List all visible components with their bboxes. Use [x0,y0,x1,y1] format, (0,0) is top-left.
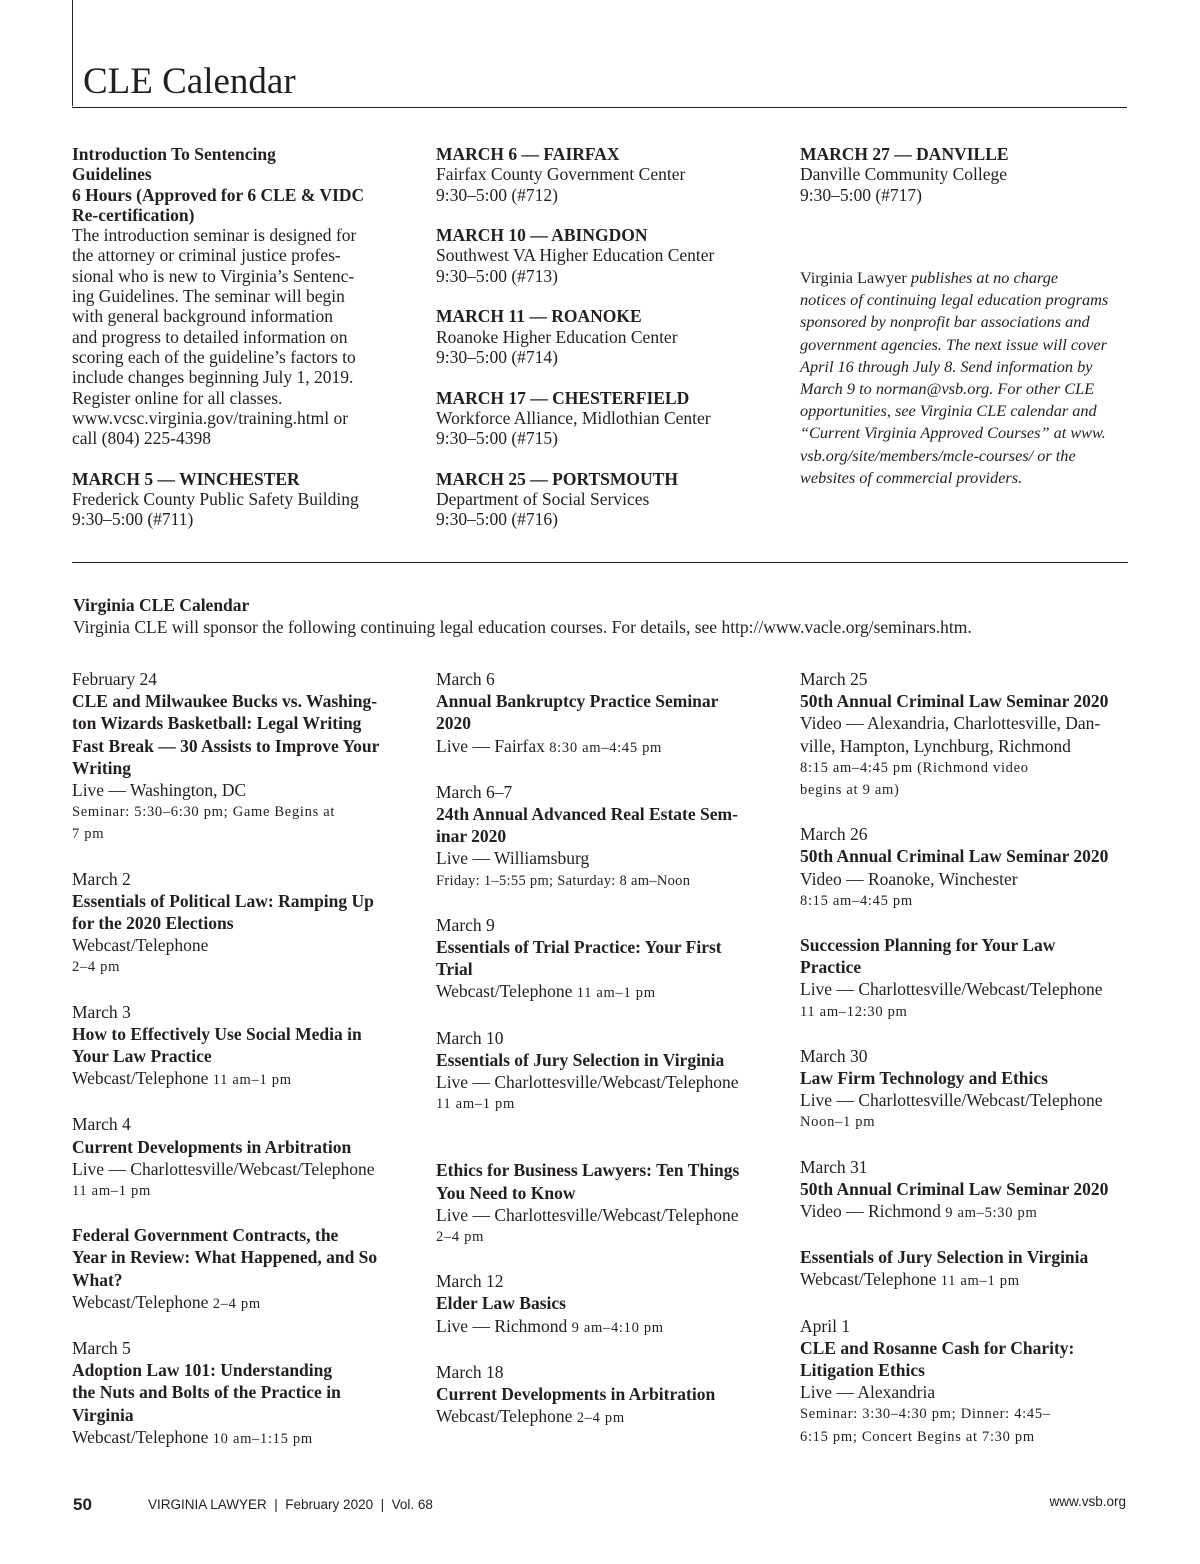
course-location: Video — Alexandria, Charlottesville, Dan- [800,713,1101,734]
course-date: March 9 [436,914,495,935]
course-title: Litigation Ethics [800,1360,925,1381]
session-place: Fairfax County Government Center [436,164,686,185]
sentencing-description [72,225,402,448]
course-entry [436,1027,768,1116]
course-time: 11 am–1 pm [212,1072,292,1089]
description-line: the attorney or criminal justice profes- [72,245,341,266]
course-time: Noon–1 pm [800,1114,876,1131]
course-location: Live — Charlottesville/Webcast/Telephone [436,1072,739,1093]
course-location: Live — Richmond [436,1315,568,1336]
session-date: MARCH 10 — ABINGDON [436,225,648,246]
session-time: 9:30–5:00 (#714) [436,346,559,367]
course-time: 11 am–1 pm [436,1096,515,1113]
course-title: 50th Annual Criminal Law Seminar 2020 [800,691,1109,712]
session-entry [436,469,766,530]
course-entry [436,914,768,1005]
description-line: sional who is new to Virginia’s Sentenc- [72,265,355,286]
course-date: March 5 [72,1338,131,1359]
course-location-line [72,1067,404,1091]
description-line: call (804) 225-4398 [72,428,211,449]
course-location-line [72,1426,404,1450]
course-time: 11 am–1 pm [72,1183,151,1200]
course-entry [800,1045,1132,1134]
course-date: March 18 [436,1361,504,1382]
course-title: Adoption Law 101: Understanding [72,1360,333,1381]
course-title: Elder Law Basics [436,1293,566,1314]
publication-info: VIRGINIA LAWYER | February 2020 | Vol. 68 [148,1497,433,1512]
course-title: How to Effectively Use Social Media in [72,1023,362,1044]
vacle-intro: Virginia CLE will sponsor the following continuing legal education courses. For details, see http://www.vacle.org/seminars.htm. [73,617,972,638]
course-title: 50th Annual Criminal Law Seminar 2020 [800,846,1109,867]
session-entry [436,306,766,367]
course-location-line [800,1200,1132,1224]
course-entry [72,1113,404,1202]
course-date: March 25 [800,669,868,689]
course-time: 11 am–1 pm [576,985,656,1002]
sentencing-hours-line: 6 Hours (Approved for 6 CLE & VIDC [72,184,365,205]
course-location-line [436,1405,768,1429]
sentencing-title-line: Introduction To Sentencing [72,144,276,164]
course-title: Essentials of Trial Practice: Your First [436,937,722,958]
course-location: Live — Charlottesville/Webcast/Telephone [800,979,1103,1000]
session-place: Workforce Alliance, Midlothian Center [436,407,711,428]
description-line: include changes beginning July 1, 2019. [72,367,354,388]
course-title: Current Developments in Arbitration [436,1384,716,1405]
course-date: March 10 [436,1027,504,1048]
course-title: Essentials of Jury Selection in Virginia [800,1247,1089,1268]
sentencing-title-line: Guidelines [72,164,152,185]
course-time: 11 am–12:30 pm [800,1003,908,1020]
session-entry [800,144,1130,205]
course-entry [72,1337,404,1450]
course-title: Succession Planning for Your Law [800,935,1056,956]
course-title: 50th Annual Criminal Law Seminar 2020 [800,1178,1109,1199]
course-location-line [436,980,768,1004]
course-time: begins at 9 am) [800,782,900,799]
course-location: Webcast/Telephone [800,1269,937,1290]
course-title: inar 2020 [436,826,507,847]
course-title: Trial [436,959,473,980]
magazine-name: Virginia Lawyer [800,268,907,287]
course-time: Seminar: 3:30–4:30 pm; Dinner: 4:45– [800,1406,1051,1423]
course-title: Ethics for Business Lawyers: Ten Things [436,1160,740,1181]
session-entry [436,388,766,449]
course-title: Federal Government Contracts, the [72,1225,339,1246]
course-entry [72,1001,404,1092]
course-entry [436,1361,768,1430]
course-location-line [436,1315,768,1339]
course-title: Essentials of Jury Selection in Virginia [436,1049,725,1070]
course-time: 9 am–4:10 pm [571,1319,664,1336]
course-location: Webcast/Telephone [436,981,573,1002]
course-date: March 30 [800,1045,868,1066]
publication-notice [800,267,1135,489]
session-date: MARCH 27 — DANVILLE [800,144,1009,164]
session-time: 9:30–5:00 (#713) [436,265,559,286]
header-rule [72,107,1127,108]
description-line: scoring each of the guideline’s factors to [72,346,356,367]
course-location: ville, Hampton, Lynchburg, Richmond [800,735,1071,756]
course-entry [436,1270,768,1339]
course-date: March 6 [436,669,495,689]
course-title: CLE and Rosanne Cash for Charity: [800,1337,1075,1358]
session-date: MARCH 11 — ROANOKE [436,306,642,327]
courses-column-1 [72,668,404,1450]
course-title: 2020 [436,713,471,734]
description-line: The introduction seminar is designed for [72,225,357,246]
notice-line: April 16 through July 8. Send information by [800,356,1093,376]
course-date: March 31 [800,1156,868,1177]
session-date: MARCH 17 — CHESTERFIELD [436,387,690,408]
website-link[interactable]: www.vsb.org [1049,1494,1126,1509]
course-entry [72,1224,404,1315]
courses-column-2 [436,668,768,1429]
course-time: 7 pm [72,826,105,843]
notice-line[interactable]: “Current Virginia Approved Courses” at www. [800,423,1106,443]
course-time: 2–4 pm [72,959,121,976]
course-time: 2–4 pm [436,1229,485,1246]
session-date: MARCH 5 — WINCHESTER [72,468,300,489]
course-entry [72,868,404,979]
course-time: 2–4 pm [576,1410,625,1427]
session-time: 9:30–5:00 (#715) [436,428,559,449]
session-date: MARCH 6 — FAIRFAX [436,144,620,164]
session-place: Danville Community College [800,164,1008,185]
course-title: What? [72,1269,123,1290]
description-line: with general background information [72,306,333,327]
session-place: Department of Social Services [436,489,650,510]
notice-text: publishes at no charge [906,268,1059,287]
course-entry [800,934,1132,1023]
course-date: March 6–7 [436,781,513,802]
course-location: Live — Charlottesville/Webcast/Telephone [800,1090,1103,1111]
course-location: Live — Charlottesville/Webcast/Telephone [72,1158,375,1179]
course-title: You Need to Know [436,1182,576,1203]
notice-line: websites of commercial providers. [800,467,1023,487]
session-place: Roanoke Higher Education Center [436,326,678,347]
course-location-line [800,1268,1132,1292]
course-entry [436,781,768,892]
description-line: ing Guidelines. The seminar will begin [72,286,345,307]
course-entry [800,823,1132,912]
course-location-line [72,1291,404,1315]
course-title: Law Firm Technology and Ethics [800,1068,1048,1089]
course-time: 2–4 pm [212,1295,261,1312]
course-entry [800,668,1132,801]
notice-line: opportunities, see Virginia CLE calendar and [800,401,1097,421]
courses-column-3 [800,668,1132,1448]
course-title: for the 2020 Elections [72,913,234,934]
course-location: Webcast/Telephone [72,1068,209,1089]
vacle-header [73,594,1133,638]
course-time: Seminar: 5:30–6:30 pm; Game Begins at [72,804,336,821]
course-title: Essentials of Political Law: Ramping Up [72,890,374,911]
section-divider [72,562,1128,563]
session-time: 9:30–5:00 (#711) [72,509,194,530]
course-location: Webcast/Telephone [72,935,209,956]
notice-line[interactable]: vsb.org/site/members/mcle-courses/ or the [800,445,1076,465]
course-entry [800,1156,1132,1225]
course-time: 6:15 pm; Concert Begins at 7:30 pm [800,1428,1035,1445]
course-date: March 12 [436,1271,504,1292]
course-location: Live — Williamsburg [436,848,590,869]
course-time: 8:15 am–4:45 pm (Richmond video [800,759,1029,776]
session-time: 9:30–5:00 (#712) [436,184,559,205]
course-entry [800,1246,1132,1292]
course-location: Video — Roanoke, Winchester [800,868,1018,889]
header-vertical-rule [72,0,73,106]
course-title: Year in Review: What Happened, and So [72,1247,378,1268]
course-title: the Nuts and Bolts of the Practice in [72,1382,341,1403]
sentencing-title [72,144,402,225]
course-location: Webcast/Telephone [72,1426,209,1447]
course-date: March 4 [72,1114,131,1135]
session-time: 9:30–5:00 (#717) [800,184,923,205]
course-date: February 24 [72,669,158,689]
sessions-column [436,144,766,530]
course-time: 9 am–5:30 pm [945,1205,1038,1222]
course-time: 10 am–1:15 pm [212,1430,313,1447]
course-title: Practice [800,957,862,978]
course-location: Live — Fairfax [436,735,545,756]
page-number: 50 [73,1495,92,1514]
session-entry [72,469,402,530]
page-title: CLE Calendar [83,61,296,102]
description-line: Register online for all classes. [72,387,283,408]
description-line[interactable]: www.vcsc.virginia.gov/training.html or [72,407,349,428]
vacle-title: Virginia CLE Calendar [73,595,250,615]
session-place: Frederick County Public Safety Building [72,489,359,510]
course-title: Writing [72,757,131,778]
course-title: Fast Break — 30 Assists to Improve Your [72,735,380,756]
course-title: 24th Annual Advanced Real Estate Sem- [436,804,738,825]
description-line: and progress to detailed information on [72,326,348,347]
course-time: 8:15 am–4:45 pm [800,892,913,909]
course-location: Live — Washington, DC [72,780,247,801]
course-date: March 2 [72,868,131,889]
notice-line[interactable]: March 9 to norman@vsb.org. For other CLE [800,379,1095,399]
course-location: Webcast/Telephone [72,1291,209,1312]
course-location: Live — Charlottesville/Webcast/Telephone [436,1204,739,1225]
course-time: 11 am–1 pm [940,1273,1020,1290]
session-time: 9:30–5:00 (#716) [436,509,559,530]
course-entry [436,1159,768,1248]
course-location: Live — Alexandria [800,1382,936,1403]
notice-column [800,144,1130,205]
sentencing-column [72,144,402,530]
course-date: April 1 [800,1315,851,1336]
session-entry [436,144,766,205]
course-entry [800,1315,1132,1448]
session-entry [436,225,766,286]
notice-line [800,267,1135,289]
notice-line: sponsored by nonprofit bar associations and [800,312,1090,332]
session-date: MARCH 25 — PORTSMOUTH [436,468,678,489]
course-location: Webcast/Telephone [436,1406,573,1427]
course-title: ton Wizards Basketball: Legal Writing [72,713,362,734]
course-date: March 3 [72,1001,131,1022]
course-entry [72,668,404,846]
course-date: March 26 [800,824,868,845]
course-time: Friday: 1–5:55 pm; Saturday: 8 am–Noon [436,872,691,889]
sentencing-hours-line: Re-certification) [72,204,195,225]
course-time: 8:30 am–4:45 pm [549,739,663,756]
notice-line: notices of continuing legal education programs [800,290,1109,310]
course-title: Annual Bankruptcy Practice Seminar [436,691,719,712]
course-entry [436,668,768,759]
course-location: Video — Richmond [800,1201,941,1222]
session-place: Southwest VA Higher Education Center [436,245,715,266]
notice-line: government agencies. The next issue will cover [800,334,1107,354]
course-title: CLE and Milwaukee Bucks vs. Washing- [72,691,378,712]
course-title: Virginia [72,1404,134,1425]
course-title: Current Developments in Arbitration [72,1136,352,1157]
course-title: Your Law Practice [72,1046,212,1067]
course-location-line [436,735,768,759]
